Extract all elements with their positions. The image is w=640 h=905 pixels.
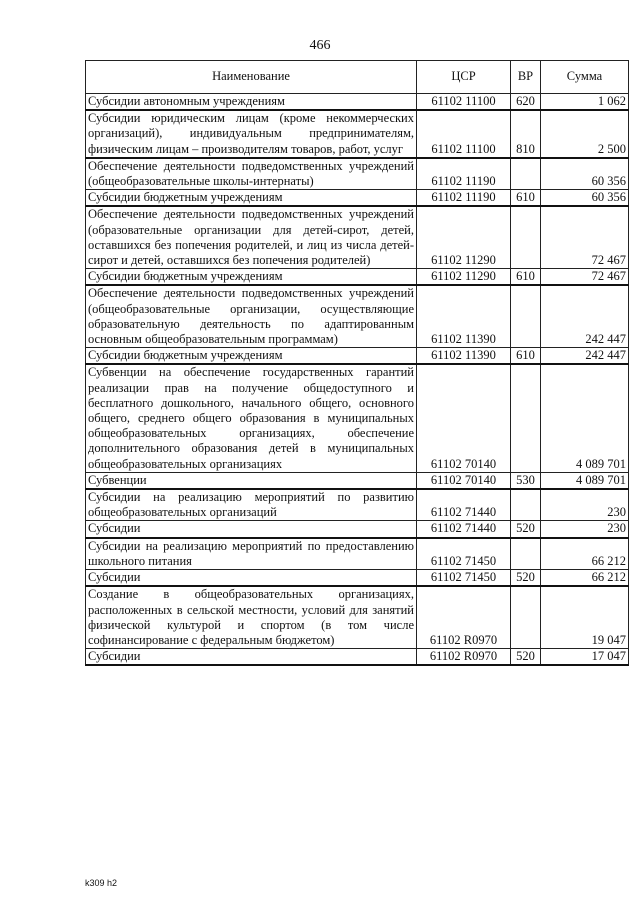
table-row — [86, 94, 629, 111]
row-vr: 520 — [511, 649, 541, 666]
table-row — [86, 206, 629, 268]
row-sum: 17 047 — [541, 649, 629, 666]
page-number: 466 — [309, 38, 331, 53]
table-row — [86, 538, 629, 570]
row-vr: 520 — [511, 570, 541, 587]
row-vr — [511, 158, 541, 190]
row-name: Субсидии на реализацию мероприятий по развитию общеобразовательных организаций — [86, 489, 417, 521]
row-csr: 61102 11100 — [417, 94, 511, 111]
footer-code: k309 h2 — [85, 878, 118, 888]
header-name: Наименование — [86, 61, 417, 94]
table-row — [86, 489, 629, 521]
row-vr: 610 — [511, 190, 541, 207]
row-csr: 61102 R0970 — [417, 586, 511, 648]
row-name: Субвенции — [86, 472, 417, 489]
row-sum: 242 447 — [541, 285, 629, 347]
row-csr: 61102 71450 — [417, 538, 511, 570]
row-name: Субсидии бюджетным учреждениям — [86, 348, 417, 365]
table-row — [86, 269, 629, 286]
row-name: Обеспечение деятельности подведомственных учреждений (образовательные организации для детей-сирот, детей, оставшихся без попечения родителей, и лиц из числа детей-сирот и детей, оставшихся без попечения родителей) — [86, 206, 417, 268]
row-name: Субсидии бюджетным учреждениям — [86, 190, 417, 207]
row-sum: 242 447 — [541, 348, 629, 365]
row-csr: 61102 11390 — [417, 348, 511, 365]
row-vr — [511, 285, 541, 347]
row-csr: 61102 71440 — [417, 521, 511, 538]
row-sum: 230 — [541, 489, 629, 521]
row-name: Субсидии — [86, 649, 417, 666]
row-vr: 610 — [511, 348, 541, 365]
row-name: Обеспечение деятельности подведомственных учреждений (общеобразовательные организации, осуществляющие образовательную деятельность по адаптированным основным общеобразовательным программам) — [86, 285, 417, 347]
table-row — [86, 364, 629, 472]
row-csr: 61102 11290 — [417, 206, 511, 268]
row-name: Создание в общеобразовательных организациях, расположенных в сельской местности, условий для занятий физической культурой и спортом (в том числе софинансирование с федеральным бюджетом) — [86, 586, 417, 648]
row-vr: 530 — [511, 472, 541, 489]
row-csr: 61102 11100 — [417, 110, 511, 158]
header-vr: ВР — [511, 61, 541, 94]
row-sum: 60 356 — [541, 158, 629, 190]
table-row — [86, 285, 629, 347]
row-name: Субсидии автономным учреждениям — [86, 94, 417, 111]
budget-table — [85, 60, 629, 666]
row-vr: 620 — [511, 94, 541, 111]
row-sum: 230 — [541, 521, 629, 538]
row-vr — [511, 489, 541, 521]
row-sum: 72 467 — [541, 206, 629, 268]
row-csr: 61102 11390 — [417, 285, 511, 347]
row-sum: 19 047 — [541, 586, 629, 648]
row-csr: 61102 11290 — [417, 269, 511, 286]
row-csr: 61102 R0970 — [417, 649, 511, 666]
row-vr: 520 — [511, 521, 541, 538]
table-row — [86, 521, 629, 538]
row-vr: 610 — [511, 269, 541, 286]
row-sum: 66 212 — [541, 570, 629, 587]
row-name: Обеспечение деятельности подведомственных учреждений (общеобразовательные школы-интернаты) — [86, 158, 417, 190]
row-csr: 61102 71440 — [417, 489, 511, 521]
table-row — [86, 190, 629, 207]
table-row — [86, 348, 629, 365]
row-sum: 66 212 — [541, 538, 629, 570]
row-vr — [511, 206, 541, 268]
row-csr: 61102 71450 — [417, 570, 511, 587]
table-row — [86, 158, 629, 190]
row-csr: 61102 70140 — [417, 472, 511, 489]
table-row — [86, 649, 629, 666]
row-name: Субсидии юридическим лицам (кроме некоммерческих организаций), индивидуальным предпринимателям, физическим лицам – производителям товаров, работ, услуг — [86, 110, 417, 158]
table-header-row — [86, 61, 629, 94]
row-vr — [511, 538, 541, 570]
row-name: Субсидии на реализацию мероприятий по предоставлению школьного питания — [86, 538, 417, 570]
table-row — [86, 570, 629, 587]
row-name: Субсидии — [86, 570, 417, 587]
row-vr — [511, 586, 541, 648]
table-row — [86, 472, 629, 489]
row-name: Субвенции на обеспечение государственных гарантий реализации прав на получение общедоступного и бесплатного дошкольного, начального общего, основного общего, среднего общего образования в муниципальных общеобразовательных организациях, обеспечение дополнительного образования детей в муниципальных общеобразовательных организациях — [86, 364, 417, 472]
row-name: Субсидии бюджетным учреждениям — [86, 269, 417, 286]
row-vr: 810 — [511, 110, 541, 158]
header-sum: Сумма — [541, 61, 629, 94]
row-csr: 61102 70140 — [417, 364, 511, 472]
header-csr: ЦСР — [417, 61, 511, 94]
row-vr — [511, 364, 541, 472]
row-sum: 4 089 701 — [541, 364, 629, 472]
table-body — [86, 94, 629, 666]
row-sum: 72 467 — [541, 269, 629, 286]
table-row — [86, 586, 629, 648]
table-row — [86, 110, 629, 158]
row-name: Субсидии — [86, 521, 417, 538]
row-csr: 61102 11190 — [417, 190, 511, 207]
row-sum: 60 356 — [541, 190, 629, 207]
row-sum: 1 062 — [541, 94, 629, 111]
row-csr: 61102 11190 — [417, 158, 511, 190]
row-sum: 2 500 — [541, 110, 629, 158]
row-sum: 4 089 701 — [541, 472, 629, 489]
